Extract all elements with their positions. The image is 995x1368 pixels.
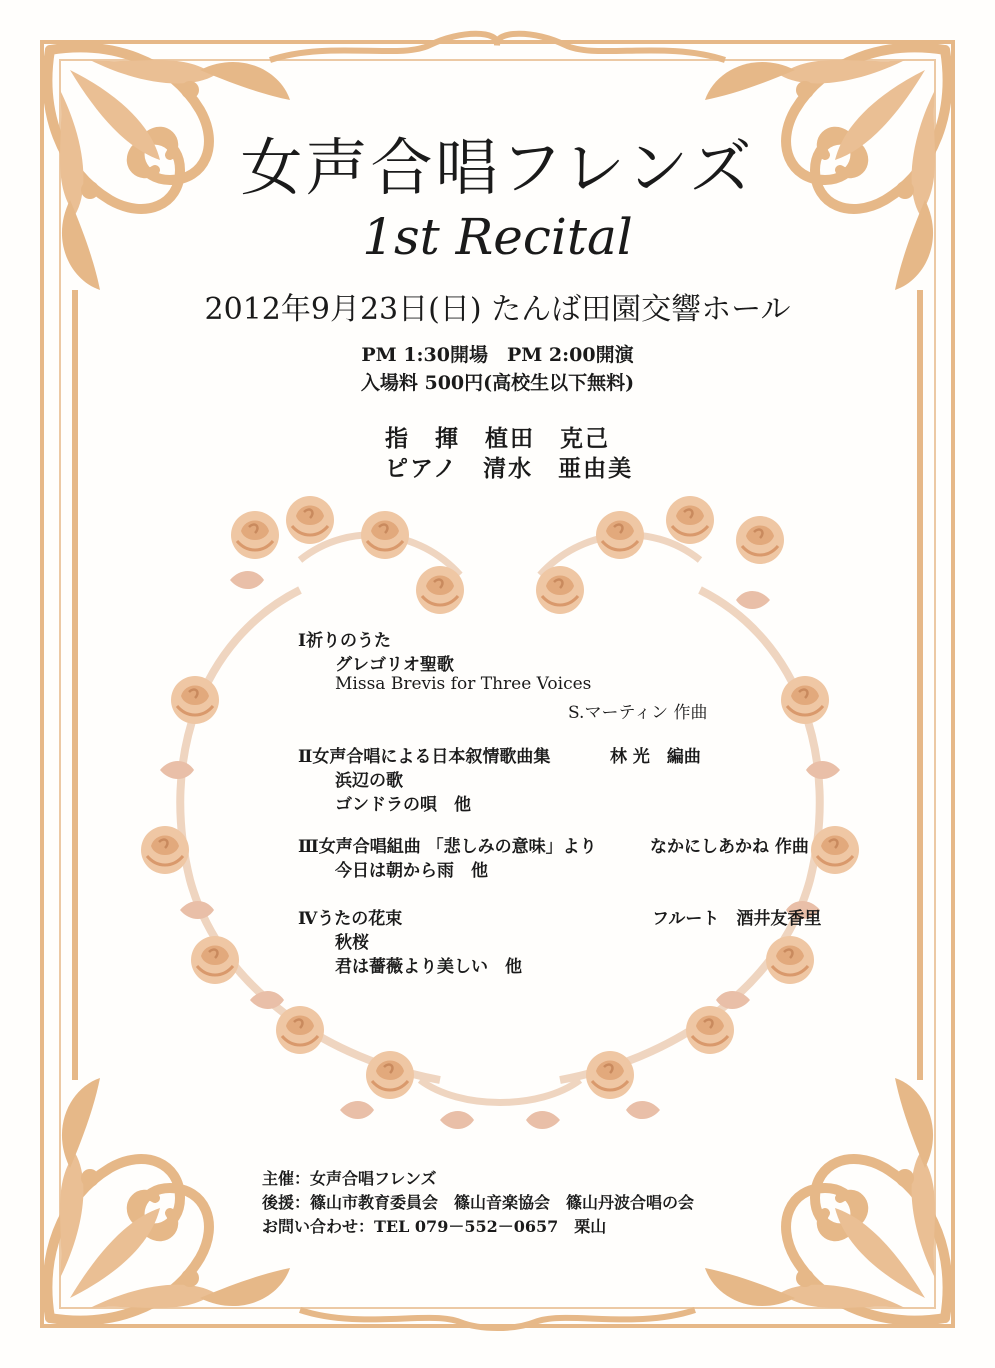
program-part-4-title: Ⅳうたの花束	[298, 909, 403, 929]
program-item: 今日は朝から雨 他	[335, 861, 488, 881]
organizer: 主催：女声合唱フレンズ	[262, 1169, 437, 1188]
program-item: ゴンドラの唄 他	[335, 795, 471, 815]
program-part-3-title: Ⅲ女声合唱組曲 「悲しみの意味」より	[298, 837, 597, 857]
program-credit: なかにしあかね 作曲	[650, 837, 809, 857]
program-item: 秋桜	[335, 933, 369, 953]
program-item: グレゴリオ聖歌	[335, 655, 454, 675]
performer-conductor	[385, 420, 610, 453]
support: 後援：篠山市教育委員会 篠山音楽協会 篠山丹波合唱の会	[262, 1193, 695, 1212]
performer-role: 指 揮	[385, 425, 460, 452]
performer-piano	[385, 450, 633, 483]
performer-name: 清水 亜由美	[483, 455, 634, 482]
program-item: Missa Brevis for Three Voices	[335, 674, 592, 694]
performer-name: 植田 克己	[485, 425, 610, 452]
program-item: 君は薔薇より美しい 他	[335, 957, 522, 977]
program-item: 浜辺の歌	[335, 771, 403, 791]
performer-role: ピアノ	[385, 455, 459, 482]
date-venue: 2012年9月23日(日) たんば田園交響ホール	[204, 292, 791, 327]
admission: 入場料 500円(高校生以下無料)	[360, 372, 635, 394]
program-credit: S.マーティン 作曲	[568, 703, 708, 723]
recital-subtitle: 1st Recital	[362, 208, 633, 266]
program-credit: フルート 酒井友香里	[652, 909, 822, 929]
program-credit: 林 光 編曲	[610, 747, 701, 767]
times: PM 1:30開場 PM 2:00開演	[361, 344, 634, 366]
page-title: 女声合唱フレンズ	[240, 131, 755, 204]
program-part-1-title: Ⅰ祈りのうた	[298, 631, 391, 651]
contact: お問い合わせ：TEL 079－552－0657 栗山	[262, 1217, 607, 1236]
program-part-2-title: Ⅱ女声合唱による日本叙情歌曲集	[298, 747, 551, 767]
